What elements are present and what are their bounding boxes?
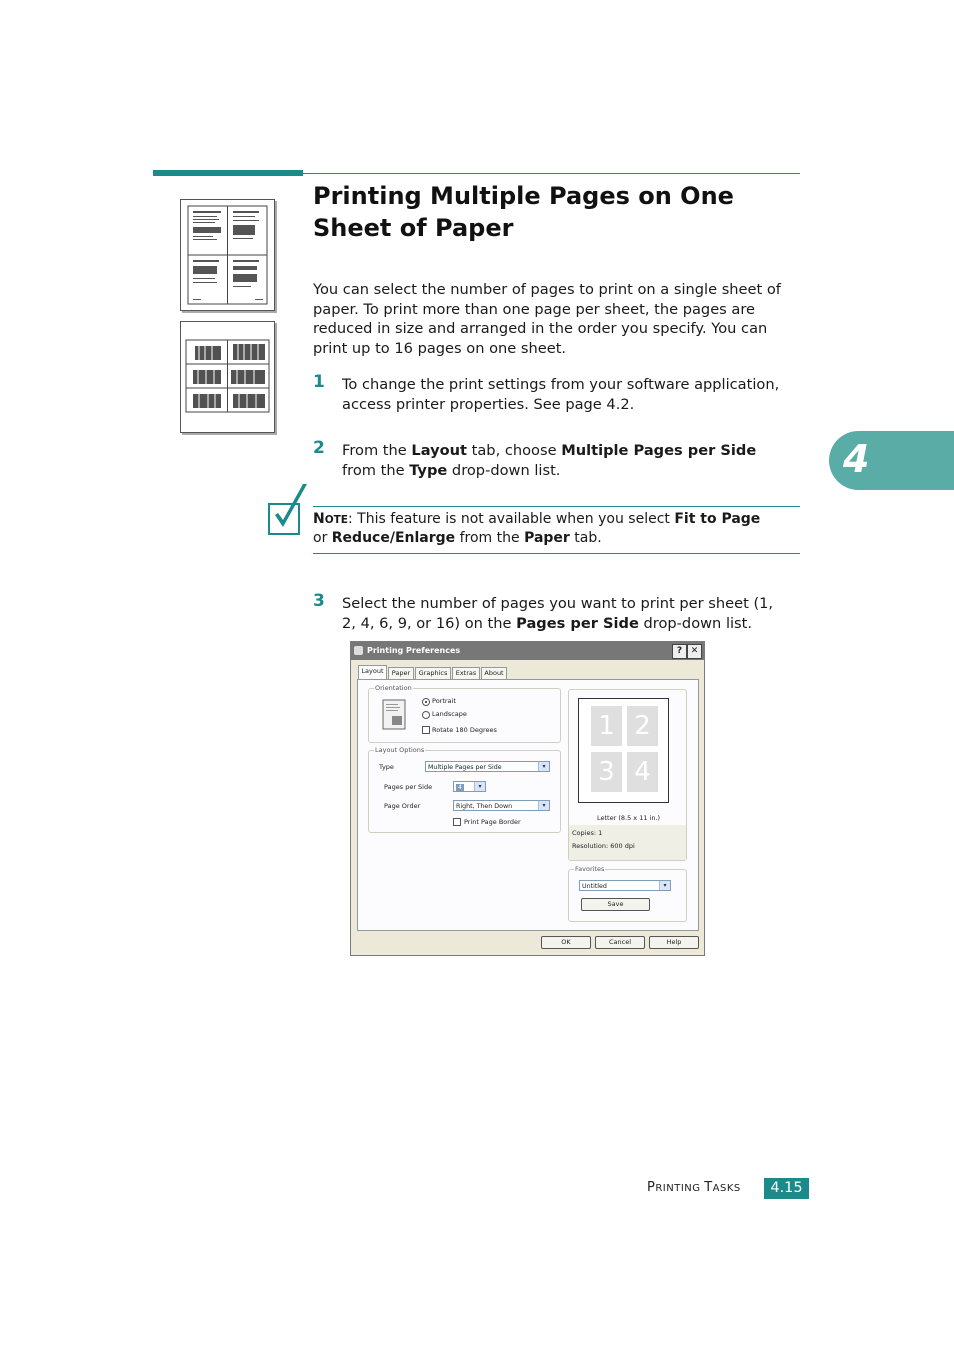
- rotate-180-label: Rotate 180 Degrees: [432, 726, 497, 734]
- tab-extras[interactable]: Extras: [452, 667, 480, 679]
- page-number: 4.15: [764, 1178, 809, 1199]
- landscape-radio[interactable]: [422, 711, 430, 719]
- page-order-value: Right, Then Down: [456, 803, 513, 810]
- footer-asks: ASKS: [712, 1183, 741, 1194]
- printing-preferences-dialog: [350, 641, 705, 956]
- intro-line: reduced in size and arranged in the order you specify. You can: [313, 320, 768, 338]
- step-2-text-e: from the: [342, 461, 410, 479]
- portrait-label: Portrait: [432, 697, 456, 705]
- preview-page: [578, 698, 669, 803]
- chapter-number: 4: [843, 437, 870, 481]
- layout-options-group-label: Layout Options: [375, 746, 425, 754]
- intro-line: You can select the number of pages to print on a single sheet of: [313, 281, 781, 298]
- step-3-text-a: 2, 4, 6, 9, or 16) on the: [342, 614, 517, 632]
- chevron-down-icon: ▾: [474, 782, 485, 791]
- dialog-title-bar: [351, 642, 704, 660]
- favorites-select[interactable]: [579, 880, 671, 891]
- chevron-down-icon: ▾: [538, 762, 549, 771]
- ok-button[interactable]: OK: [541, 936, 591, 949]
- dialog-title: Printing Preferences: [367, 646, 461, 655]
- note-fit-to-page-term: Fit to Page: [674, 511, 761, 527]
- step-2-layout-term: Layout: [411, 442, 467, 459]
- step-2-type-term: Type: [409, 461, 448, 479]
- title-line-2: Sheet of Paper: [313, 214, 514, 242]
- header-rule-thin: [303, 173, 800, 174]
- pages-per-side-label: Pages per Side: [384, 783, 433, 791]
- note-reduce-enlarge-term: Reduce/Enlarge: [331, 530, 456, 546]
- step-2-text-a: From the: [342, 442, 412, 459]
- type-select-value: Multiple Pages per Side: [428, 764, 502, 771]
- favorites-group-label: Favorites: [575, 865, 605, 873]
- preview-cell-2: 2: [627, 706, 658, 746]
- step-2-text-c: tab, choose: [467, 442, 562, 459]
- page-order-label: Page Order: [384, 802, 421, 810]
- note-label-n: N: [313, 511, 325, 527]
- four-up-page-illustration: [181, 200, 274, 310]
- copies-label: Copies: 1: [572, 829, 603, 837]
- tab-layout[interactable]: Layout: [358, 665, 387, 680]
- note-label-ote: OTE: [324, 514, 348, 526]
- chevron-down-icon: ▾: [538, 801, 549, 810]
- note-top-rule: [313, 506, 800, 507]
- preview-group: [568, 689, 687, 861]
- pages-per-side-select[interactable]: [453, 781, 486, 792]
- preview-cell-4: 4: [627, 752, 658, 792]
- layout-tab-panel: [357, 679, 699, 931]
- portrait-page-icon: [382, 699, 408, 731]
- step-3-text-c: drop-down list.: [638, 614, 753, 632]
- note-text-e: from the: [455, 530, 525, 546]
- six-up-page-thumbnail: [180, 321, 275, 433]
- note-text-c: or: [313, 530, 332, 546]
- preview-cell-3: 3: [591, 752, 622, 792]
- print-page-border-label: Print Page Border: [464, 818, 521, 826]
- footer-rinting: RINTING: [655, 1183, 705, 1194]
- page-order-select[interactable]: [453, 800, 550, 811]
- tab-graphics[interactable]: Graphics: [415, 667, 451, 679]
- footer-section-label: [647, 1180, 741, 1195]
- close-button[interactable]: ✕: [687, 644, 702, 659]
- printer-icon: [354, 646, 363, 655]
- note-paper-term: Paper: [524, 530, 570, 546]
- intro-line: print up to 16 pages on one sheet.: [313, 340, 567, 358]
- landscape-label: Landscape: [432, 710, 467, 718]
- note-text-g: tab.: [569, 530, 602, 546]
- resolution-label: Resolution: 600 dpi: [572, 842, 635, 850]
- header-rule-thick: [153, 170, 303, 176]
- rotate-180-checkbox[interactable]: [422, 726, 430, 734]
- step-2-text: [342, 441, 802, 480]
- step-number-1: 1: [313, 372, 325, 392]
- portrait-radio[interactable]: [422, 698, 430, 706]
- preview-info: [569, 825, 686, 860]
- note-block: [313, 510, 800, 547]
- step-2-multiple-pages-term: Multiple Pages per Side: [561, 442, 757, 459]
- step-3-text: [342, 594, 802, 633]
- type-label: Type: [379, 763, 394, 771]
- footer-p: P: [647, 1180, 656, 1195]
- print-page-border-checkbox[interactable]: [453, 818, 461, 826]
- step-3-line: Select the number of pages you want to print per sheet (1,: [342, 595, 774, 612]
- tab-paper[interactable]: Paper: [388, 667, 414, 679]
- step-number-2: 2: [313, 438, 325, 458]
- help-button[interactable]: Help: [649, 936, 699, 949]
- footer-t: T: [704, 1180, 713, 1195]
- favorites-value: Untitled: [582, 883, 607, 890]
- orientation-group: [368, 684, 561, 743]
- layout-options-group: [368, 746, 561, 833]
- step-1-line: To change the print settings from your software application,: [342, 376, 780, 393]
- chevron-down-icon: ▾: [659, 881, 670, 890]
- step-number-3: 3: [313, 591, 325, 611]
- type-select[interactable]: [425, 761, 550, 772]
- cancel-button[interactable]: Cancel: [595, 936, 645, 949]
- four-up-page-thumbnail: [180, 199, 275, 311]
- favorites-group: [568, 865, 687, 922]
- step-1-text: [342, 375, 802, 414]
- paper-size-label: Letter (8.5 x 11 in.): [597, 814, 661, 822]
- orientation-group-label: Orientation: [375, 684, 412, 692]
- step-2-text-g: drop-down list.: [447, 461, 561, 479]
- tab-about[interactable]: About: [481, 667, 507, 679]
- help-title-button[interactable]: ?: [672, 644, 687, 659]
- six-up-page-illustration: [181, 322, 274, 432]
- preview-cell-1: 1: [591, 706, 622, 746]
- page-title: [313, 180, 783, 244]
- note-checkmark-icon: [267, 482, 311, 536]
- step-1-line: access printer properties. See page 4.2.: [342, 395, 635, 413]
- title-line-1: Printing Multiple Pages on One: [313, 182, 734, 210]
- note-text-a: : This feature is not available when you select: [347, 511, 675, 527]
- step-3-pages-per-side-term: Pages per Side: [516, 614, 639, 632]
- intro-line: paper. To print more than one page per sheet, the pages are: [313, 300, 756, 318]
- pages-per-side-value: 4: [458, 784, 463, 791]
- note-bottom-rule: [313, 553, 800, 554]
- intro-paragraph: [313, 280, 800, 359]
- save-button[interactable]: Save: [581, 898, 650, 911]
